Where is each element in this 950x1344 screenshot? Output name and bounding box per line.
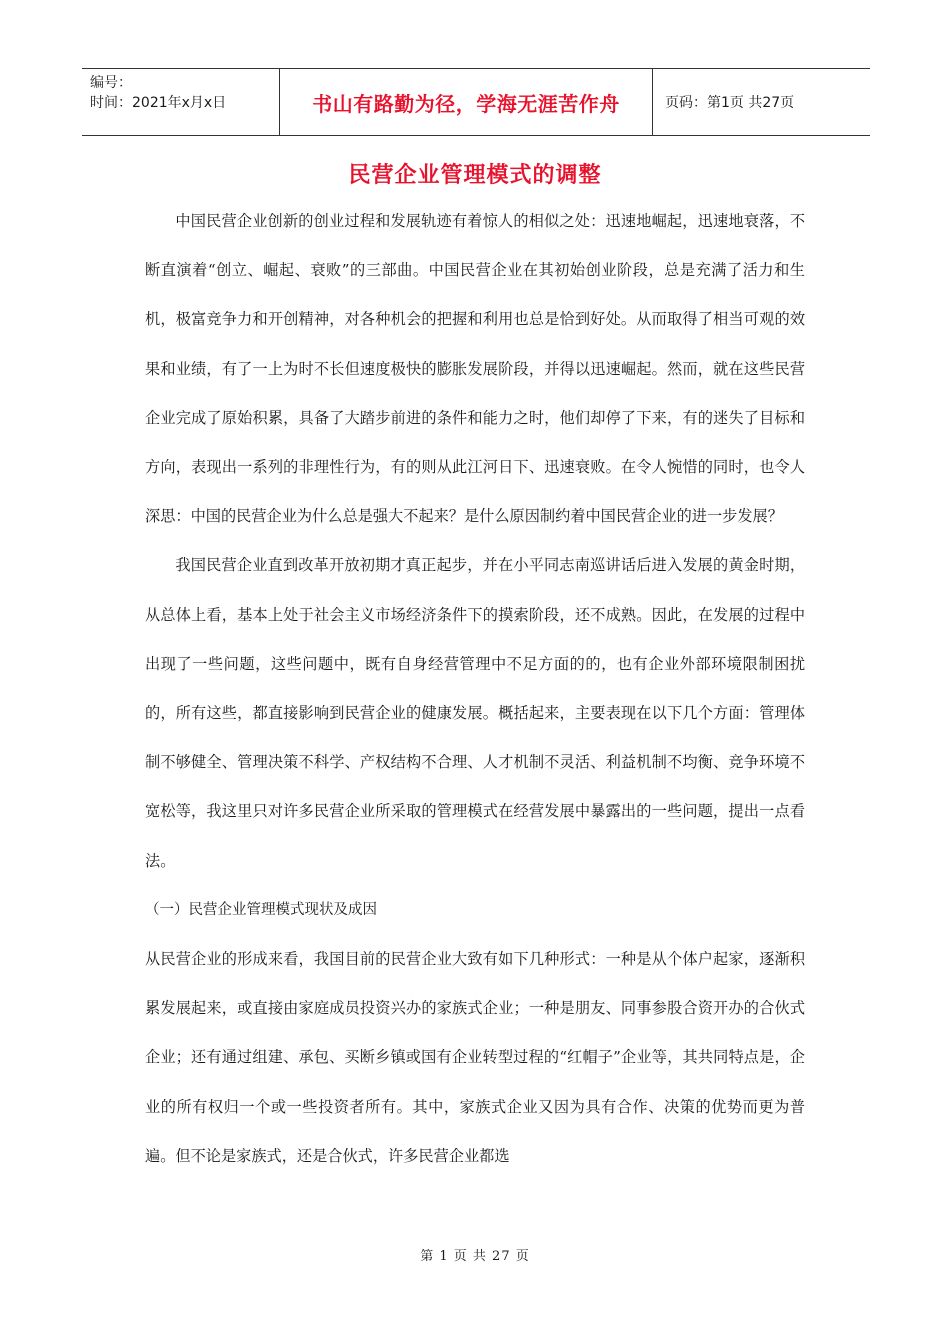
header-meta: [82, 69, 280, 135]
document-title: 民营企业管理模式的调整: [348, 162, 602, 188]
document-header: [82, 68, 870, 136]
header-page-info: 页码：第1页 共27页: [665, 95, 795, 111]
header-motto: 书山有路勤为径，学海无涯苦作舟: [280, 69, 653, 135]
paragraph: 我国民营企业直到改革开放初期才真正起步，并在小平同志南巡讲话后进入发展的黄金时期，从总体上看，基本上处于社会主义市场经济条件下的摸索阶段，还不成熟。因此，在发展的过程中出现了一些问题，这些问题中，既有自身经营管理中不足方面的的，也有企业外部环境限制困扰的，所有这些，都直接影响到民营企业的健康发展。概括起来，主要表现在以下几个方面：管理体制不够健全、管理决策不科学、产权结构不合理、人才机制不灵活、利益机制不均衡、竞争环境不宽松等，我这里只对许多民营企业所采取的管理模式在经营发展中暴露出的一些问题，提出一点看法。: [145, 556, 805, 870]
paragraph: 从民营企业的形成来看，我国目前的民营企业大致有如下几种形式：一种是从个体户起家，逐渐积累发展起来，或直接由家庭成员投资兴办的家族式企业；一种是朋友、同事参股合资开办的合伙式企业；还有通过组建、承包、买断乡镇或国有企业转型过程的“红帽子”企业等，其共同特点是，企业的所有权归一个或一些投资者所有。其中，家族式企业又因为具有合作、决策的优势而更为普遍。但不论是家族式，还是合伙式，许多民营企业都选: [145, 950, 805, 1165]
document-body: [145, 197, 805, 1181]
page-footer: 第 1 页 共 27 页: [420, 1249, 530, 1264]
section-heading: （一）民营企业管理模式现状及成因: [145, 901, 377, 918]
paragraph: 中国民营企业创新的创业过程和发展轨迹有着惊人的相似之处：迅速地崛起，迅速地衰落，不断直演着“创立、崛起、衰败”的三部曲。中国民营企业在其初始创业阶段，总是充满了活力和生机，极富竞争力和开创精神，对各种机会的把握和利用也总是恰到好处。从而取得了相当可观的效果和业绩，有了一上为时不长但速度极快的膨胀发展阶段，并得以迅速崛起。然而，就在这些民营企业完成了原始积累，具备了大踏步前进的条件和能力之时，他们却停了下来，有的迷失了目标和方向，表现出一系列的非理性行为，有的则从此江河日下、迅速衰败。在令人惋惜的同时，也令人深思：中国的民营企业为什么总是强大不起来？是什么原因制约着中国民营企业的进一步发展？: [145, 212, 805, 526]
number-label: 编号：: [90, 75, 132, 91]
time-label: 时间：2021年x月x日: [90, 95, 227, 111]
